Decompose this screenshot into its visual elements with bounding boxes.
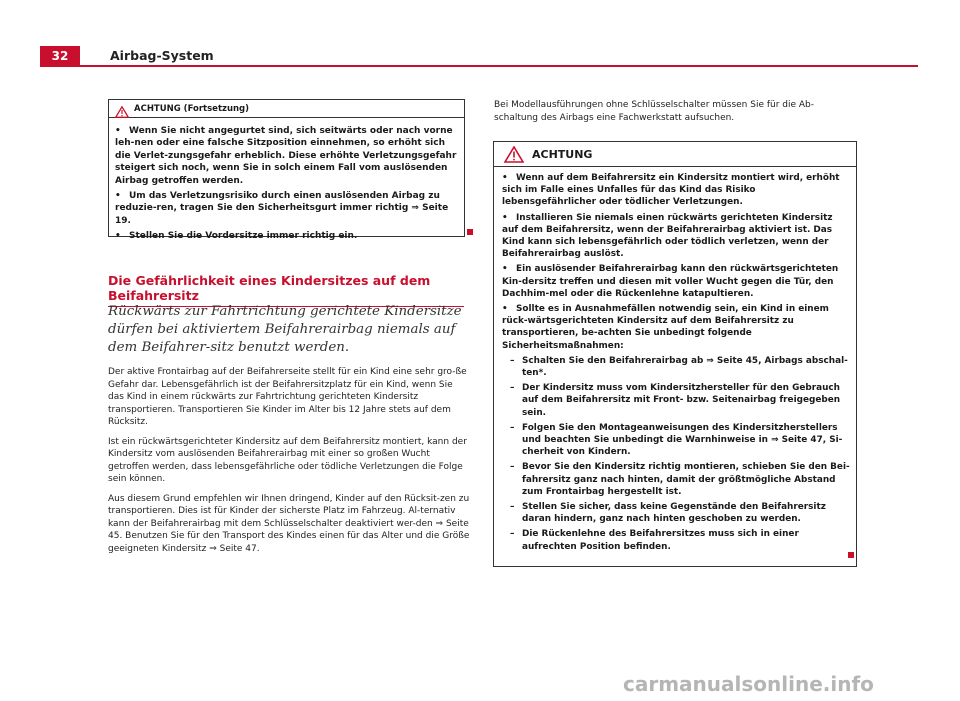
sub-item: – Stellen Sie sicher, dass keine Gegenstände den Beifahrersitz daran hindern, ganz nach hinten geschoben zu werden.	[510, 502, 826, 525]
bullet-icon: •	[502, 264, 508, 275]
warning-triangle-icon	[504, 146, 524, 163]
warning-box	[493, 141, 857, 567]
section-subtitle: Rückwärts zur Fahrtrichtung gerichtete Kindersitze dürfen bei aktiviertem Beifahrerairbag niemals auf dem Beifahrer-sitz benutzt werden.	[108, 304, 462, 355]
chapter-title: Airbag-System	[110, 48, 214, 63]
sub-item: – Die Rückenlehne des Beifahrersitzes muss sich in einer aufrechten Position befinden.	[510, 529, 799, 552]
warning-bullet: • Installieren Sie niemals einen rückwärts gerichteten Kindersitz auf dem Beifahrersitz, wenn der Beifahrerairbag aktiviert ist. Das Kind kann sich lebensgefährlich oder tödlich verletzen, wenn der Beifahrerairbag auslöst.	[502, 212, 833, 260]
section-heading: Die Gefährlichkeit eines Kindersitzes auf dem Beifahrersitz	[108, 273, 464, 307]
dash-icon: –	[510, 355, 515, 366]
bullet-icon: •	[115, 126, 121, 136]
warning-bullet: • Ein auslösender Beifahrerairbag kann den rückwärtsgerichteten Kin-dersitz treffen und diesen mit voller Wucht gegen die Tür, den Dachhim-mel oder die Rückenlehne katapultieren.	[502, 264, 839, 299]
watermark: carmanualsonline.info	[623, 672, 874, 696]
header-rule	[40, 65, 918, 67]
warning-body	[494, 167, 856, 553]
warning-header	[494, 142, 856, 167]
warning-title: ACHTUNG (Fortsetzung)	[134, 103, 250, 114]
warning-bullet: • Wenn auf dem Beifahrersitz ein Kindersitz montiert wird, erhöht sich im Falle eines Unfalles für das Kind das Risiko lebensgefährlicher oder tödlicher Verletzungen.	[502, 173, 840, 208]
warning-bullet: • Wenn Sie nicht angegurtet sind, sich seitwärts oder nach vorne leh-nen oder eine falsche Sitzposition einnehmen, so erhöht sich die Verlet-zungsgefahr erheblich. Diese erhöhte Verletzungsgefahr steigert sich noch, wenn Sie in solch einem Fall vom auslösenden Airbag getroffen werden.	[115, 126, 457, 186]
bullet-icon: •	[115, 191, 121, 202]
bullet-icon: •	[502, 173, 508, 183]
bullet-icon: •	[502, 304, 508, 315]
end-marker	[467, 229, 473, 235]
paragraph: Aus diesem Grund empfehlen wir Ihnen dringend, Kinder auf den Rücksit-zen zu transportieren. Dies ist für Kinder der sicherste Platz im Fahrzeug. Al-ternativ kann der Beifahrerairbag mit dem Schlüsselschalter deaktiviert wer-den ⇒ Seite 45. Benutzen Sie für den Transport des Kindes einen für das Alter und die Größe geeigneten Kindersitz ⇒ Seite 47.	[108, 493, 470, 554]
bullet-icon: •	[115, 231, 121, 242]
sub-item: – Der Kindersitz muss vom Kindersitzhersteller für den Gebrauch auf dem Beifahrersitz mit Front- bzw. Seitenairbag freigegeben sein.	[510, 383, 841, 418]
warning-bullet: • Stellen Sie die Vordersitze immer richtig ein.	[115, 231, 358, 242]
dash-icon: –	[510, 422, 515, 433]
page-number: 32	[40, 46, 80, 66]
warning-box-continued	[108, 99, 465, 242]
paragraph: Der aktive Frontairbag auf der Beifahrerseite stellt für ein Kind eine sehr gro-ße Gefahr dar. Lebensgefährlich ist der Beifahrersitzplatz für ein Kind, wenn Sie das Kind in einem rückwärts zur Fahrtrichtung gerichteten Kindersitz transportieren. Transportieren Sie Kinder im Alter bis 12 Jahre stets auf dem Rücksitz.	[108, 367, 467, 427]
warning-body	[109, 118, 464, 243]
paragraph: Ist ein rückwärtsgerichteter Kindersitz auf dem Beifahrersitz montiert, kann der Kindersitz vom auslösenden Beifahrerairbag mit einer so großen Wucht getroffen werden, dass lebensgefährliche oder tödliche Verletzungen die Folge sein können.	[108, 436, 467, 484]
sub-item: – Folgen Sie den Montageanweisungen des Kindersitzherstellers und beachten Sie unbedingt die Warnhinweise in ⇒ Seite 47, Si-cherheit von Kindern.	[510, 422, 843, 458]
end-marker	[848, 552, 854, 558]
warning-bullet: • Um das Verletzungsrisiko durch einen auslösenden Airbag zu reduzie-ren, tragen Sie den Sicherheitsgurt immer richtig ⇒ Seite 19.	[115, 191, 449, 226]
dash-icon: –	[510, 462, 515, 473]
warning-header	[109, 100, 464, 118]
warning-triangle-icon	[115, 103, 129, 115]
body-text	[108, 366, 470, 562]
sub-item: – Bevor Sie den Kindersitz richtig montieren, schieben Sie den Bei-fahrersitz ganz nach hinten, damit der größtmögliche Abstand zum Frontairbag hergestellt ist.	[510, 462, 850, 497]
warning-bullet: • Sollte es in Ausnahmefällen notwendig sein, ein Kind in einem rück-wärtsgerichteten Kindersitz auf dem Beifahrersitz zu transportieren, be-achten Sie unbedingt folgende Sicherheitsmaßnahmen:	[502, 304, 829, 351]
intro-text: Bei Modellausführungen ohne Schlüsselschalter müssen Sie für die Ab-schaltung des Airbags eine Fachwerkstatt aufsuchen.	[494, 100, 815, 123]
sub-item: – Schalten Sie den Beifahrerairbag ab ⇒ Seite 45, Airbags abschal-ten*.	[510, 355, 848, 379]
dash-icon: –	[510, 502, 515, 513]
dash-icon: –	[510, 529, 515, 540]
warning-title: ACHTUNG	[532, 147, 593, 161]
dash-icon: –	[510, 383, 515, 394]
bullet-icon: •	[502, 212, 508, 223]
